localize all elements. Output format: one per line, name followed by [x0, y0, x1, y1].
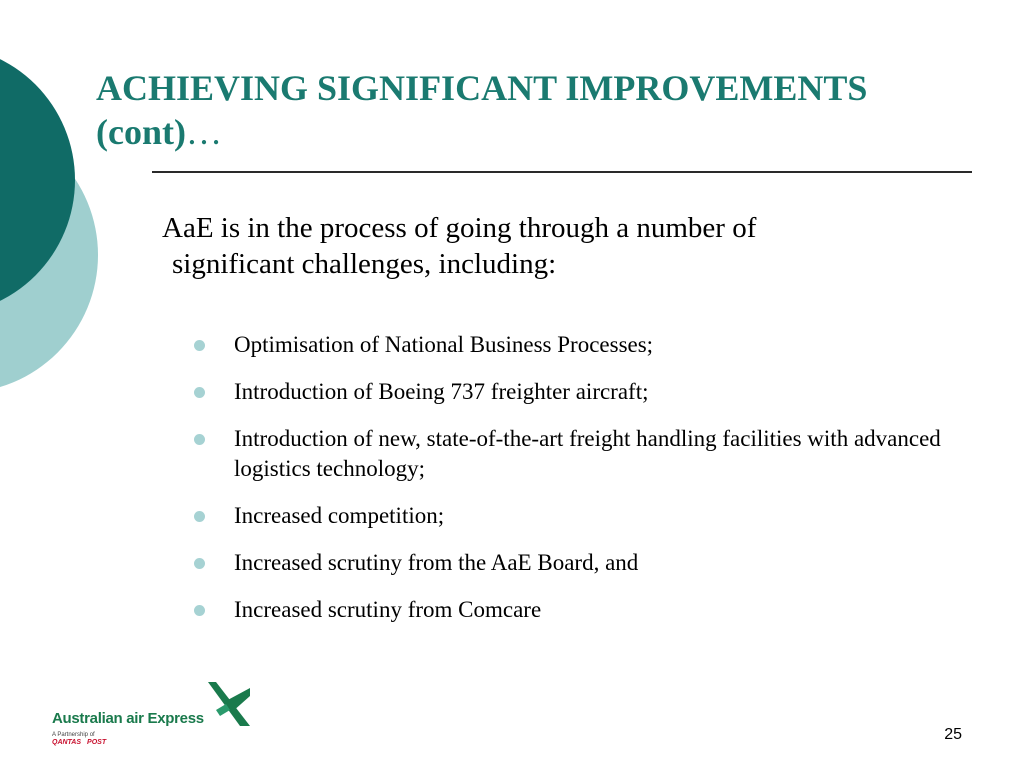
- logo-wordmark: Australian air Express: [52, 710, 204, 727]
- bullet-dot-icon: [194, 511, 205, 522]
- logo-partner-text: A Partnership of: [52, 732, 95, 738]
- bullet-text: Increased competition;: [234, 503, 445, 528]
- list-item: [194, 330, 954, 360]
- intro-line-1: AaE is in the process of going through a number of: [162, 212, 757, 244]
- decorative-circles: [0, 0, 110, 420]
- bullet-text: Increased scrutiny from Comcare: [234, 597, 542, 622]
- logo-x-mark-icon: [202, 680, 254, 728]
- bullet-dot-icon: [194, 558, 205, 569]
- bullet-dot-icon: [194, 605, 205, 616]
- title-ellipsis: …: [185, 112, 222, 152]
- list-item: [194, 377, 954, 407]
- company-logo: [52, 680, 272, 750]
- title-divider: [152, 171, 972, 173]
- list-item: [194, 501, 954, 531]
- bullet-dot-icon: [194, 387, 205, 398]
- bullet-text: Optimisation of National Business Processes;: [234, 332, 654, 357]
- intro-paragraph: [162, 210, 922, 282]
- logo-brand-post: POST: [87, 739, 107, 746]
- bullet-list: [194, 330, 954, 642]
- logo-brands: [52, 739, 112, 746]
- bullet-text: Increased scrutiny from the AaE Board, and: [234, 550, 639, 575]
- logo-brand-qantas: QANTAS: [52, 739, 82, 746]
- bullet-dot-icon: [194, 340, 205, 351]
- title-main: ACHIEVING SIGNIFICANT IMPROVEMENTS: [96, 68, 868, 108]
- slide-title: [96, 66, 976, 154]
- title-cont: (cont): [96, 112, 186, 152]
- list-item: [194, 595, 954, 625]
- page-number: 25: [944, 726, 962, 743]
- bullet-text: Introduction of Boeing 737 freighter aircraft;: [234, 379, 649, 404]
- bullet-text: Introduction of new, state-of-the-art freight handling facilities with advanced logistics technology;: [234, 426, 941, 481]
- list-item: [194, 424, 954, 484]
- intro-line-2: significant challenges, including:: [172, 248, 557, 280]
- list-item: [194, 548, 954, 578]
- bullet-dot-icon: [194, 434, 205, 445]
